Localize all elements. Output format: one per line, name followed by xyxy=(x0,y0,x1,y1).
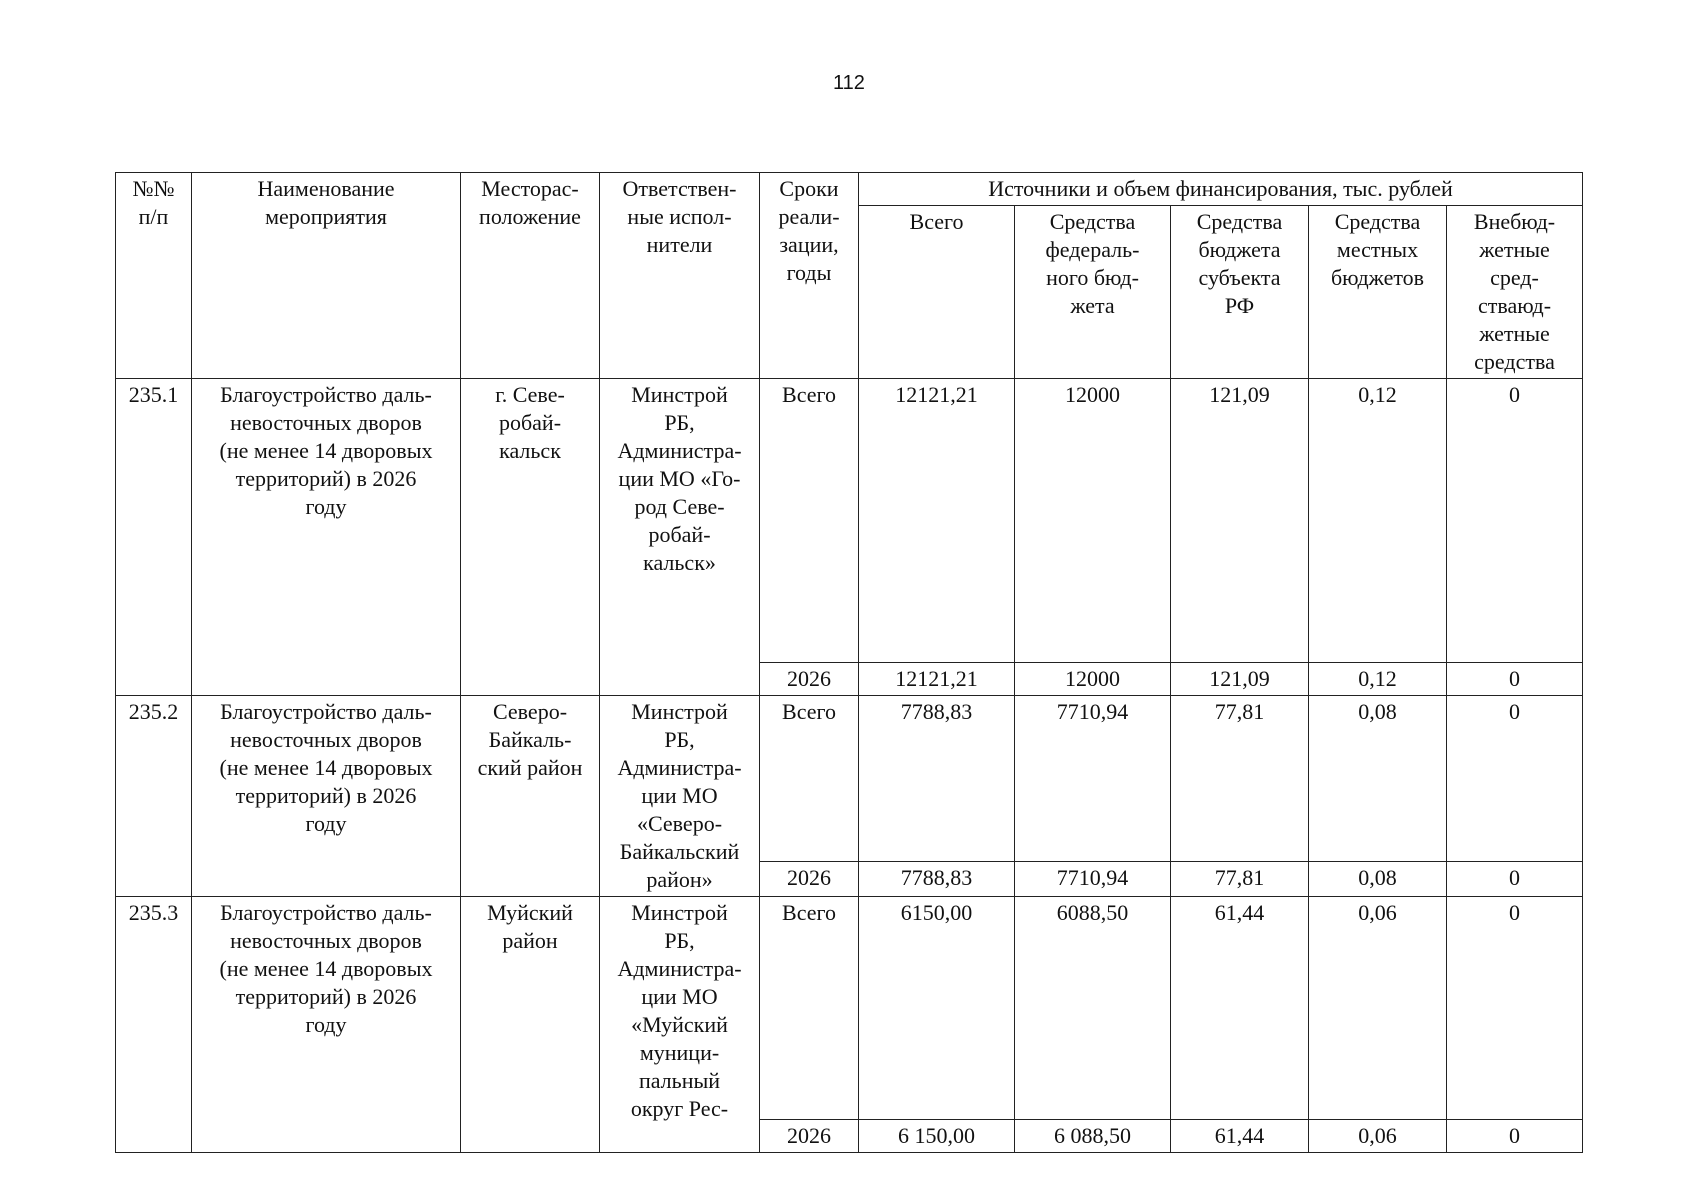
cell-line: робай- xyxy=(648,522,711,547)
header-row xyxy=(116,173,1583,206)
row-extra: 0 xyxy=(1447,696,1583,862)
row-location xyxy=(461,379,600,696)
cell-line: (не менее 14 дворовых xyxy=(219,956,433,981)
row-regional: 121,09 xyxy=(1171,663,1309,696)
cell-line: году xyxy=(305,494,347,519)
cell-line: робай- xyxy=(498,410,562,435)
cell-line: мероприятия xyxy=(265,204,387,229)
cell-line: округ Рес- xyxy=(630,1096,729,1121)
header-name xyxy=(192,173,461,379)
row-local: 0,12 xyxy=(1309,379,1447,663)
cell-line: район xyxy=(502,928,558,953)
row-total: 12121,21 xyxy=(859,663,1015,696)
row-extra: 0 xyxy=(1447,897,1583,1120)
row-federal: 7710,94 xyxy=(1015,696,1171,862)
row-federal: 12000 xyxy=(1015,663,1171,696)
page-number: 112 xyxy=(833,72,865,94)
cell-line: федераль- xyxy=(1045,237,1140,262)
row-responsible xyxy=(600,696,760,897)
header-regional xyxy=(1171,206,1309,379)
cell-line: Сроки xyxy=(779,176,839,201)
cell-line: бюджетов xyxy=(1330,265,1425,290)
cell-line: невосточных дворов xyxy=(230,727,422,752)
cell-line: пальный xyxy=(638,1068,721,1093)
row-local: 0,06 xyxy=(1309,1120,1447,1153)
row-extra: 0 xyxy=(1447,1120,1583,1153)
cell-line: Минстрой xyxy=(631,382,728,407)
row-period: Всего xyxy=(760,379,859,663)
row-regional: 121,09 xyxy=(1171,379,1309,663)
cell-line: п/п xyxy=(138,204,169,229)
row-name xyxy=(192,897,461,1153)
cell-line: году xyxy=(305,811,347,836)
cell-line: (не менее 14 дворовых xyxy=(219,438,433,463)
row-regional: 61,44 xyxy=(1171,1120,1309,1153)
row-federal: 6 088,50 xyxy=(1015,1120,1171,1153)
row-num: 235.2 xyxy=(116,696,192,897)
row-name xyxy=(192,696,461,897)
row-regional: 77,81 xyxy=(1171,696,1309,862)
cell-line: сред- xyxy=(1490,265,1539,290)
header-responsible xyxy=(600,173,760,379)
cell-line: положение xyxy=(479,204,581,229)
row-local: 0,08 xyxy=(1309,696,1447,862)
cell-line: Администра- xyxy=(617,956,742,981)
cell-line: Минстрой xyxy=(631,900,728,925)
row-num: 235.3 xyxy=(116,897,192,1153)
table-row xyxy=(116,379,1583,663)
cell-line: Месторас- xyxy=(481,176,579,201)
cell-line: жетные xyxy=(1479,321,1550,346)
row-period: 2026 xyxy=(760,862,859,897)
row-total: 6 150,00 xyxy=(859,1120,1015,1153)
row-responsible xyxy=(600,897,760,1153)
cell-line: году xyxy=(305,1012,347,1037)
header-total xyxy=(859,206,1015,379)
cell-line: кальск» xyxy=(643,550,716,575)
cell-line: ции МО xyxy=(641,984,718,1009)
cell-line: Северо- xyxy=(492,699,568,724)
row-regional: 77,81 xyxy=(1171,862,1309,897)
cell-line: Всего xyxy=(909,209,964,234)
header-sources-group: Источники и объем финансирования, тыс. рублей xyxy=(859,173,1583,206)
cell-line: (не менее 14 дворовых xyxy=(219,755,433,780)
row-local: 0,08 xyxy=(1309,862,1447,897)
cell-line: РБ, xyxy=(664,727,695,752)
cell-line: кальск xyxy=(499,438,561,463)
row-regional: 61,44 xyxy=(1171,897,1309,1120)
cell-line: Внебюд- xyxy=(1473,209,1556,234)
cell-line: жетные xyxy=(1479,237,1550,262)
cell-line: ные испол- xyxy=(627,204,732,229)
cell-line: Благоустройство даль- xyxy=(220,900,432,925)
row-num: 235.1 xyxy=(116,379,192,696)
cell-line: территорий) в 2026 xyxy=(235,984,417,1009)
cell-line: ции МО «Го- xyxy=(618,466,741,491)
header-federal xyxy=(1015,206,1171,379)
cell-line: РФ xyxy=(1224,293,1255,318)
row-total: 12121,21 xyxy=(859,379,1015,663)
row-extra: 0 xyxy=(1447,862,1583,897)
cell-line: «Муйский xyxy=(631,1012,728,1037)
cell-line: Средства xyxy=(1049,209,1136,234)
row-local: 0,12 xyxy=(1309,663,1447,696)
row-federal: 6088,50 xyxy=(1015,897,1171,1120)
table-row xyxy=(116,696,1583,862)
row-local: 0,06 xyxy=(1309,897,1447,1120)
cell-line: Минстрой xyxy=(631,699,728,724)
header-local xyxy=(1309,206,1447,379)
cell-line: муници- xyxy=(639,1040,720,1065)
row-extra: 0 xyxy=(1447,663,1583,696)
cell-line: Администра- xyxy=(617,755,742,780)
header-location xyxy=(461,173,600,379)
cell-line: годы xyxy=(786,260,832,285)
cell-line: невосточных дворов xyxy=(230,410,422,435)
cell-line: территорий) в 2026 xyxy=(235,783,417,808)
row-total: 7788,83 xyxy=(859,862,1015,897)
cell-line: Благоустройство даль- xyxy=(220,699,432,724)
header-num xyxy=(116,173,192,379)
row-federal: 12000 xyxy=(1015,379,1171,663)
cell-line: зации, xyxy=(779,232,839,257)
row-responsible xyxy=(600,379,760,696)
cell-line: РБ, xyxy=(664,928,695,953)
financing-table xyxy=(115,172,1583,1153)
cell-line: РБ, xyxy=(664,410,695,435)
cell-line: Байкальский xyxy=(619,839,740,864)
row-extra: 0 xyxy=(1447,379,1583,663)
cell-line: род Севе- xyxy=(634,494,725,519)
table-row xyxy=(116,897,1583,1120)
cell-line: субъекта xyxy=(1198,265,1281,290)
cell-line: местных xyxy=(1336,237,1419,262)
cell-line: Благоустройство даль- xyxy=(220,382,432,407)
cell-line: г. Севе- xyxy=(495,382,565,407)
cell-line: ного бюд- xyxy=(1046,265,1139,290)
row-location xyxy=(461,897,600,1153)
row-total: 7788,83 xyxy=(859,696,1015,862)
cell-line: стваюд- xyxy=(1477,293,1552,318)
cell-line: реали- xyxy=(778,204,840,229)
cell-line: Средства xyxy=(1334,209,1421,234)
cell-line: Наименование xyxy=(257,176,395,201)
row-location xyxy=(461,696,600,897)
row-period: 2026 xyxy=(760,663,859,696)
cell-line: средства xyxy=(1474,349,1555,374)
cell-line: нители xyxy=(646,232,713,257)
cell-line: бюджета xyxy=(1198,237,1281,262)
row-period: Всего xyxy=(760,897,859,1120)
cell-line: район» xyxy=(646,867,713,892)
row-name xyxy=(192,379,461,696)
header-period xyxy=(760,173,859,379)
row-period: Всего xyxy=(760,696,859,862)
cell-line: ции МО xyxy=(641,783,718,808)
cell-line: Средства xyxy=(1196,209,1283,234)
cell-line: Администра- xyxy=(617,438,742,463)
cell-line: «Северо- xyxy=(636,811,723,836)
cell-line: Байкаль- xyxy=(488,727,572,752)
row-federal: 7710,94 xyxy=(1015,862,1171,897)
cell-line: №№ xyxy=(132,176,175,201)
header-extra xyxy=(1447,206,1583,379)
cell-line: невосточных дворов xyxy=(230,928,422,953)
cell-line: ский район xyxy=(477,755,583,780)
row-period: 2026 xyxy=(760,1120,859,1153)
cell-line: жета xyxy=(1070,293,1115,318)
row-total: 6150,00 xyxy=(859,897,1015,1120)
cell-line: территорий) в 2026 xyxy=(235,466,417,491)
cell-line: Ответствен- xyxy=(622,176,737,201)
cell-line: Муйский xyxy=(487,900,573,925)
